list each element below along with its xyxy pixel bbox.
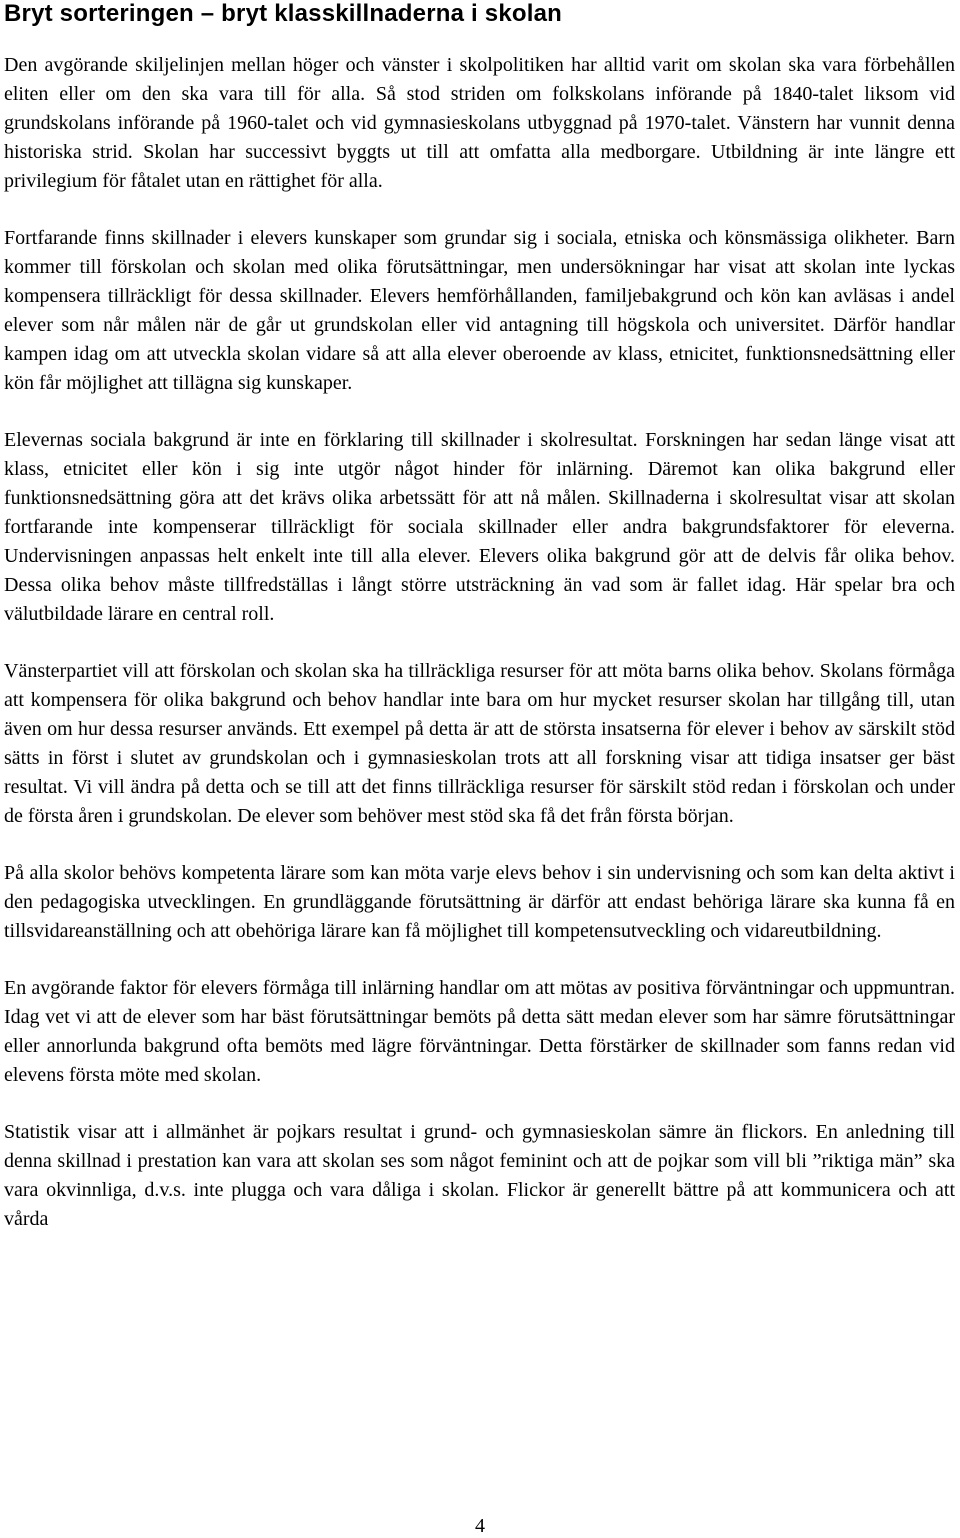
paragraph: Den avgörande skiljelinjen mellan höger och vänster i skolpolitiken har alltid varit om skolan ska vara förbehållen eliten eller om den ska vara till för alla. Så stod striden om folkskolans införande på 1840-talet liksom vid grundskolans införande på 1960-talet och vid gymnasieskolans utbyggnad på 1970-talet. Vänstern har vunnit denna historiska strid. Skolan har successivt byggts ut till att omfatta alla medborgare. Utbildning är inte längre ett privilegium för fåtalet utan en rättighet för alla.: [4, 54, 955, 192]
paragraph: Fortfarande finns skillnader i elevers kunskaper som grundar sig i sociala, etniska och könsmässiga olikheter. Barn kommer till förskolan och skolan med olika förutsättningar, men undersökningar har visat att skolan inte lyckas kompensera tillräckligt för dessa skillnader. Elevers hemförhållanden, familjebakgrund och kön kan avläsas i andel elever som når målen när de går ut grundskolan eller vid antagning till högskola och universitet. Därför handlar kampen idag om att utveckla skolan vidare så att alla elever oberoende av klass, etnicitet, funktionsnedsättning eller kön får möjlighet att tillägna sig kunskaper.: [4, 227, 955, 394]
paragraph: Elevernas sociala bakgrund är inte en förklaring till skillnader i skolresultat. Forskningen har sedan länge visat att klass, etnicitet eller kön i sig inte utgör något hinder för inlärning. Däremot kan olika bakgrund eller funktionsnedsättning göra att det krävs olika arbetssätt för att nå målen. Skillnaderna i skolresultat visar att skolan fortfarande inte kompenserar tillräckligt för sociala skillnader eller andra bakgrundsfaktorer för eleverna. Undervisningen anpassas helt enkelt inte till alla elever. Elevers olika bakgrund gör att de delvis får olika behov. Dessa olika behov måste tillfredställas i långt större utsträckning än vad som är fallet idag. Här spelar bra och välutbildade lärare en central roll.: [4, 429, 955, 625]
page-number: 4: [475, 1515, 485, 1537]
paragraph: Vänsterpartiet vill att förskolan och skolan ska ha tillräckliga resurser för att möta barns olika behov. Skolans förmåga att kompensera för olika bakgrund och behov handlar inte bara om hur mycket resurser skolan har tillgång till, utan även om hur dessa resurser används. Ett exempel på detta är att de största insatserna för elever i behov av särskilt stöd sätts in först i slutet av grundskolan och i gymnasieskolan trots att all forskning visar att tidiga insatser ger bäst resultat. Vi vill ändra på detta och se till att det finns tillräckliga resurser för särskilt stöd redan i förskolan och under de första åren i grundskolan. De elever som behöver mest stöd ska få det från första början.: [4, 660, 955, 827]
body-text: [4, 51, 955, 1262]
paragraph: En avgörande faktor för elevers förmåga till inlärning handlar om att mötas av positiva förväntningar och uppmuntran. Idag vet vi att de elever som har bäst förutsättningar bemöts på detta sätt medan elever som har sämre förutsättningar eller annorlunda bakgrund ofta bemöts med lägre förväntningar. Detta förstärker de skillnader som fanns redan vid elevens första möte med skolan.: [4, 977, 955, 1086]
page-title: Bryt sorteringen – bryt klasskillnaderna i skolan: [4, 0, 563, 27]
document-page: [4, 0, 955, 1230]
paragraph: Statistik visar att i allmänhet är pojkars resultat i grund- och gymnasieskolan sämre än flickors. En anledning till denna skillnad i prestation kan vara att skolan ses som något feminint och att de pojkar som vill bli ”riktiga män” ska vara okvinnliga, d.v.s. inte plugga och vara dåliga i skolan. Flickor är generellt bättre på att kommunicera och att vårda: [4, 1121, 955, 1230]
paragraph: På alla skolor behövs kompetenta lärare som kan möta varje elevs behov i sin undervisning och som kan delta aktivt i den pedagogiska utvecklingen. En grundläggande förutsättning är därför att endast behöriga lärare ska kunna få en tillsvidareanställning och att obehöriga lärare kan få möjlighet till kompetensutveckling och vidareutbildning.: [4, 862, 955, 942]
